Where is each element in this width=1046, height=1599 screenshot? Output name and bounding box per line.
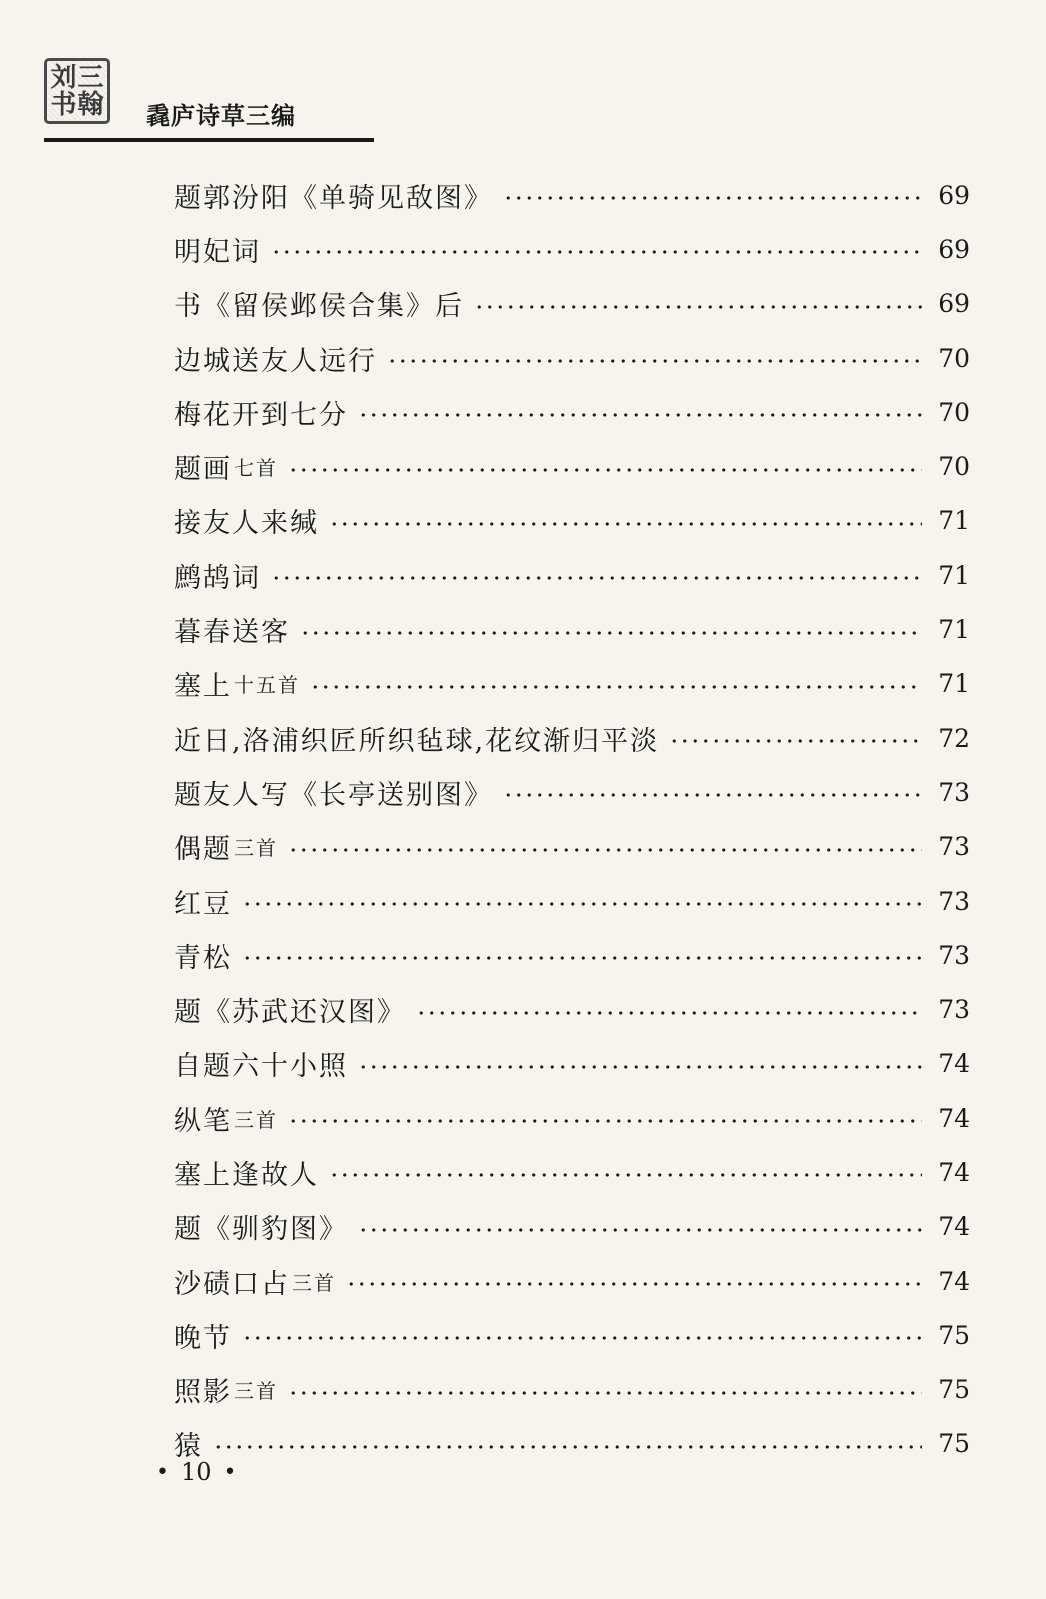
toc-entry-page: 74 bbox=[938, 1266, 970, 1296]
toc-entry-title: 塞上 bbox=[174, 671, 232, 703]
seal-char: 书 bbox=[50, 89, 77, 120]
dot-leader bbox=[669, 738, 922, 744]
toc-entry-note: 三首 bbox=[292, 1270, 336, 1295]
toc-entry bbox=[174, 439, 970, 493]
toc-entry-page: 71 bbox=[938, 669, 970, 699]
dot-leader bbox=[242, 955, 922, 961]
toc-entry-title: 偶题 bbox=[174, 834, 232, 866]
toc-entry-page: 70 bbox=[938, 397, 970, 427]
toc-entry bbox=[174, 1145, 970, 1199]
toc-entry-title: 近日,洛浦织匠所织毡球,花纹渐归平淡 bbox=[174, 725, 660, 757]
toc-entry-title: 边城送友人远行 bbox=[174, 345, 377, 377]
dot-leader bbox=[358, 412, 922, 418]
toc-entry bbox=[174, 331, 970, 385]
dot-leader bbox=[288, 1390, 922, 1396]
toc-entry-title: 书《留侯邺侯合集》后 bbox=[174, 291, 464, 323]
toc-entry-title: 题画 bbox=[174, 454, 232, 486]
toc-entry bbox=[174, 982, 970, 1036]
toc-entry-page: 71 bbox=[938, 560, 970, 590]
page-folio bbox=[156, 1458, 237, 1486]
toc-entry-note: 三首 bbox=[234, 1107, 278, 1132]
dot-leader bbox=[329, 1172, 922, 1178]
toc-entry-page: 75 bbox=[938, 1320, 970, 1350]
toc-entry bbox=[174, 928, 970, 982]
toc-entry-page: 71 bbox=[938, 615, 970, 645]
toc-entry-title: 照影 bbox=[174, 1377, 232, 1409]
toc-entry-page: 73 bbox=[938, 886, 970, 916]
toc-entry-page: 75 bbox=[938, 1429, 970, 1459]
dot-leader bbox=[213, 1444, 922, 1450]
toc-entry-page: 74 bbox=[938, 1212, 970, 1242]
toc-entry bbox=[174, 1363, 970, 1417]
toc-entry bbox=[174, 1091, 970, 1145]
toc-entry-title: 鹧鸪词 bbox=[174, 562, 261, 594]
header-rule bbox=[44, 138, 374, 142]
toc-entry-title: 自题六十小照 bbox=[174, 1051, 348, 1083]
dot-leader bbox=[242, 1335, 922, 1341]
toc-entry bbox=[174, 1254, 970, 1308]
dot-leader bbox=[288, 847, 922, 853]
toc-entry bbox=[174, 820, 970, 874]
toc-entry-note: 三首 bbox=[234, 1379, 278, 1404]
toc-entry bbox=[174, 711, 970, 765]
running-header-title: 毳庐诗草三编 bbox=[146, 102, 296, 130]
toc-entry-title: 晚节 bbox=[174, 1322, 232, 1354]
toc-entry bbox=[174, 1417, 970, 1471]
toc-entry bbox=[174, 1037, 970, 1091]
toc-entry-title: 题《驯豹图》 bbox=[174, 1214, 348, 1246]
seal-char: 翰 bbox=[77, 89, 104, 120]
toc-entry bbox=[174, 168, 970, 222]
dot-leader bbox=[358, 1227, 922, 1233]
dot-leader bbox=[300, 630, 922, 636]
toc-entry-page: 72 bbox=[938, 723, 970, 753]
toc-entry-page: 69 bbox=[938, 234, 970, 264]
seal-logo bbox=[44, 58, 110, 124]
dot-leader bbox=[503, 195, 922, 201]
toc-entry-page: 69 bbox=[938, 289, 970, 319]
toc-entry bbox=[174, 657, 970, 711]
toc-entry bbox=[174, 765, 970, 819]
dot-leader bbox=[310, 684, 922, 690]
toc-entry-page: 73 bbox=[938, 777, 970, 807]
toc-entry-title: 纵笔 bbox=[174, 1105, 232, 1137]
toc-entry-title: 青松 bbox=[174, 942, 232, 974]
seal-char: 三 bbox=[77, 62, 104, 93]
toc-entry-page: 75 bbox=[938, 1375, 970, 1405]
toc-entry-page: 74 bbox=[938, 1103, 970, 1133]
toc-entry-title: 红豆 bbox=[174, 888, 232, 920]
toc-entry-title: 塞上逢故人 bbox=[174, 1159, 319, 1191]
toc-entry-page: 71 bbox=[938, 506, 970, 536]
dot-leader bbox=[271, 575, 922, 581]
dot-leader bbox=[271, 249, 922, 255]
dot-leader bbox=[358, 1064, 922, 1070]
toc-entry bbox=[174, 494, 970, 548]
toc-entry-page: 73 bbox=[938, 940, 970, 970]
toc-entry-page: 70 bbox=[938, 452, 970, 482]
toc-entry-note: 三首 bbox=[234, 836, 278, 861]
toc-entry-page: 70 bbox=[938, 343, 970, 373]
toc-entry-title: 暮春送客 bbox=[174, 617, 290, 649]
toc-entry bbox=[174, 1308, 970, 1362]
toc-entry-title: 梅花开到七分 bbox=[174, 399, 348, 431]
toc-entry bbox=[174, 277, 970, 331]
folio-bullet: • bbox=[223, 1459, 237, 1485]
dot-leader bbox=[288, 467, 922, 473]
toc-entry-note: 十五首 bbox=[234, 673, 300, 698]
toc-entry-note: 七首 bbox=[234, 456, 278, 481]
toc-entry-title: 题郭汾阳《单骑见敌图》 bbox=[174, 182, 493, 214]
dot-leader bbox=[387, 358, 922, 364]
toc-entry bbox=[174, 1200, 970, 1254]
toc-entry-page: 73 bbox=[938, 832, 970, 862]
toc-entry bbox=[174, 602, 970, 656]
dot-leader bbox=[329, 521, 922, 527]
seal-char: 刘 bbox=[50, 62, 77, 93]
toc-entry-page: 74 bbox=[938, 1157, 970, 1187]
toc-entry-title: 接友人来缄 bbox=[174, 508, 319, 540]
toc-entry bbox=[174, 874, 970, 928]
toc-entry-title: 沙碛口占 bbox=[174, 1268, 290, 1300]
toc-entry-title: 明妃词 bbox=[174, 236, 261, 268]
toc-entry-page: 69 bbox=[938, 180, 970, 210]
folio-bullet: • bbox=[156, 1459, 169, 1485]
toc-entry-title: 题《苏武还汉图》 bbox=[174, 997, 406, 1029]
toc-entry-title: 题友人写《长亭送别图》 bbox=[174, 779, 493, 811]
dot-leader bbox=[242, 901, 922, 907]
dot-leader bbox=[474, 304, 922, 310]
dot-leader bbox=[288, 1118, 922, 1124]
toc-entry bbox=[174, 548, 970, 602]
toc-entry-page: 74 bbox=[938, 1049, 970, 1079]
table-of-contents bbox=[174, 168, 970, 1471]
dot-leader bbox=[346, 1281, 922, 1287]
toc-entry-page: 73 bbox=[938, 995, 970, 1025]
dot-leader bbox=[503, 792, 922, 798]
toc-entry-title: 猿 bbox=[174, 1431, 203, 1463]
dot-leader bbox=[416, 1010, 922, 1016]
toc-entry bbox=[174, 385, 970, 439]
toc-entry bbox=[174, 222, 970, 276]
page-number: 10 bbox=[180, 1458, 212, 1486]
